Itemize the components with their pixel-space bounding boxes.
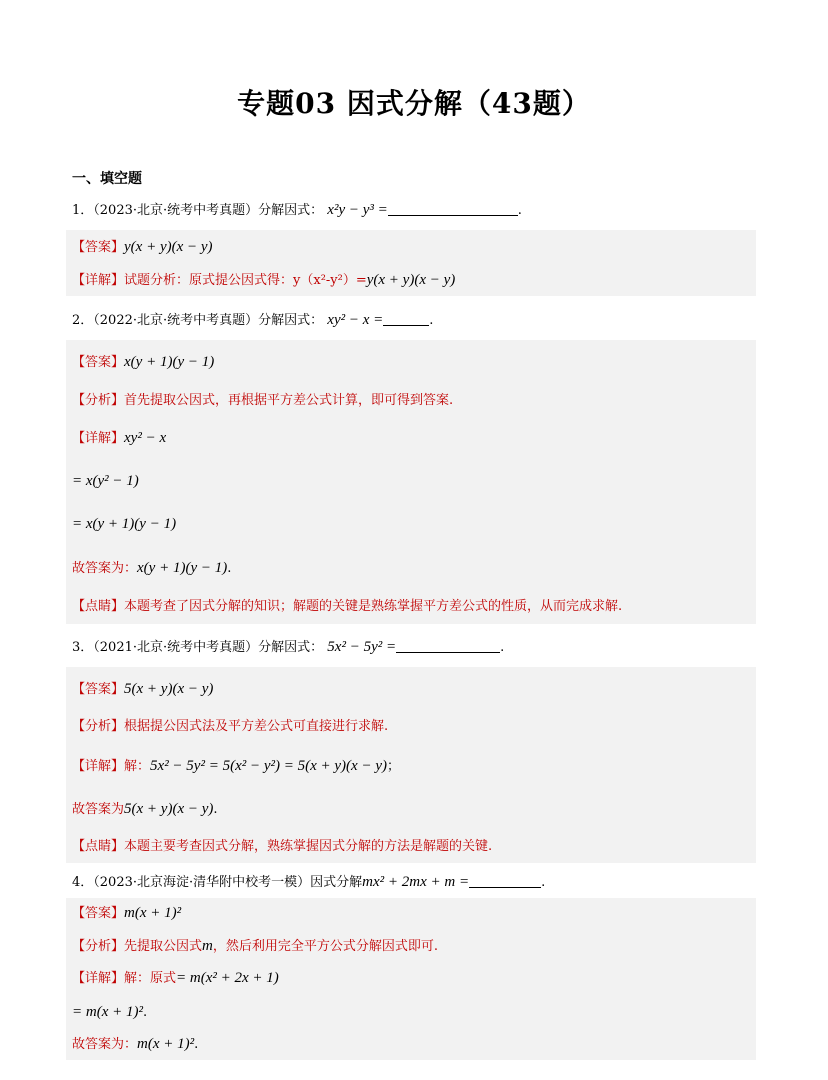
comment-text: 本题主要考查因式分解，熟练掌握因式分解的方法是解题的关键. [124,839,493,854]
document-page: 专题03 因式分解（43题） 一、填空题 1．（2023·北京·统考中考真题）分解因式： x²y − y³ = . 【答案】y(x + y)(x − y) 【详解】试题分析：原式提公因式得：y（x²-y²）=y(x + y)(x − y) 2．（2022·北京·统考中考真题）分解因式： xy² − x = . 【答案】x(y + 1)(y − 1) 【分析】首先提取公因式，再根据平方差公式计算，即可得到答案. 【详解】xy² − x = x(y² − 1) = x(y + 1)(y − 1) 故答案为：x(y + 1)(y − 1). 【点睛】本题考查了因式分解的知识；解题的关键是熟练掌握平方差公式的性质，从而完成求解. 3．（2021·北京·统考中考真题）分解因式： 5x² − 5y² = . 【答案】5(x + y)(x − y) 【分析】根据提公因式法及平方差公式可直接进行求解. 【详解】解：5x² − 5y² = 5(x² − y²) = 5(x + y)(x − y)； 故答案为5(x + y)(x − y). 【点睛】本题主要考查因式分解，熟练掌握因式分解的方法是解题的关键. 4．（2023·北京海淀·清华附中校考一模）因式分解mx² + 2mx + m = . 【答案】m(x + 1)² 【分析】先提取公因式m，然后利用完全平方公式分解因式即可. 【详解】解：原式= m(x² + 2x + 1) = m(x + 1)². 故答案为：m(x + 1)². [0,0,828,1080]
solution-box-2 [66,340,756,624]
answer-expression: m(x + 1)² [124,905,182,921]
detail-line: 【详解】试题分析：原式提公因式得：y（x²-y²）=y(x + y)(x − y) [72,272,456,288]
derivation-step: = x(y + 1)(y − 1) [72,516,177,532]
question-number: 1． [72,203,94,218]
comment-text: 本题考查了因式分解的知识；解题的关键是熟练掌握平方差公式的性质，从而完成求解. [124,599,623,614]
question-3: 3．（2021·北京·统考中考真题）分解因式： 5x² − 5y² = . [72,639,505,655]
answer-blank [383,311,429,326]
section-heading: 一、填空题 [72,171,142,187]
answer-blank [396,638,500,653]
question-source: （2023·北京·统考中考真题） [93,203,259,218]
question-2: 2．（2022·北京·统考中考真题）分解因式： xy² − x = . [72,312,434,328]
answer-line: 【答案】y(x + y)(x − y) [72,239,213,255]
question-stem: 分解因式： [258,203,324,218]
question-4: 4．（2023·北京海淀·清华附中校考一模）因式分解mx² + 2mx + m = . [72,874,546,890]
document-title: 专题03 因式分解（43题） [237,87,591,120]
answer-blank [469,873,541,888]
answer-expression: x(y + 1)(y − 1) [124,354,215,370]
answer-expression: 5(x + y)(x − y) [124,681,214,697]
question-expression: x²y − y³ = [327,202,388,218]
answer-blank [388,201,518,216]
analysis-text: 首先提取公因式，再根据平方差公式计算，即可得到答案. [124,393,454,408]
analysis-text: 根据提公因式法及平方差公式可直接进行求解. [124,719,389,734]
answer-expression: y(x + y)(x − y) [124,239,213,255]
question-1: 1．（2023·北京·统考中考真题）分解因式： x²y − y³ = . [72,202,522,218]
derivation-step: = x(y² − 1) [72,473,139,489]
derivation-step: = m(x + 1)² [72,1004,143,1020]
